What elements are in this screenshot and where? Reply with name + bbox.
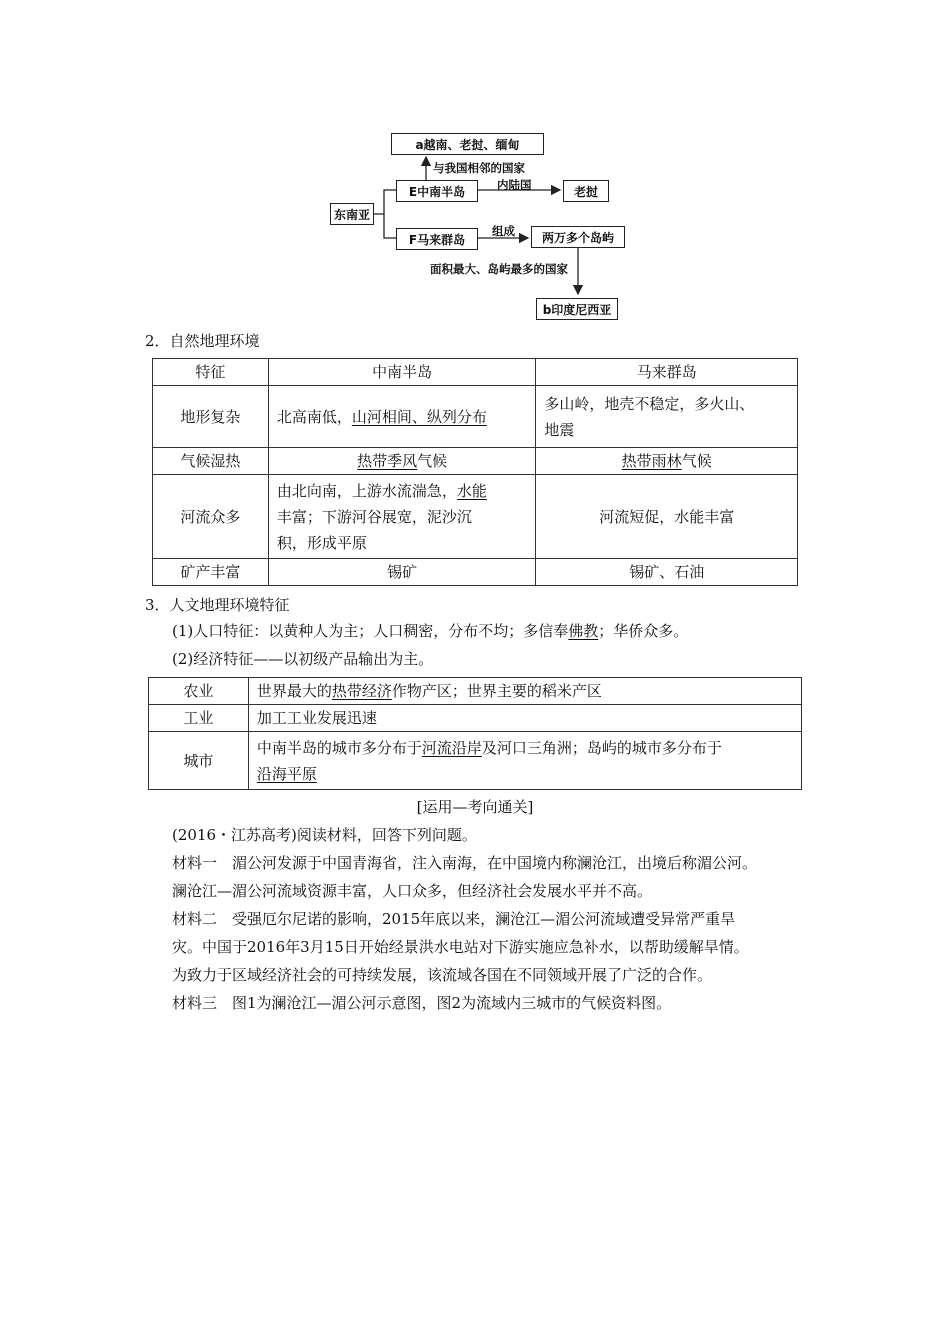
label-city: 城市 <box>149 732 249 790</box>
feature-terrain: 地形复杂 <box>153 386 269 448</box>
economy-features: (2)经济特征——以初级产品输出为主。 <box>172 650 434 668</box>
label-largest: 面积最大、岛屿最多的国家 <box>430 262 568 276</box>
malay-terrain <box>536 386 798 448</box>
underlined-answer: 热带雨林 <box>621 452 682 470</box>
natural-environment-table <box>152 358 798 586</box>
table-row <box>149 732 802 790</box>
practice-intro: (2016・江苏高考)阅读材料，回答下列问题。 <box>172 826 477 844</box>
text: 及河口三角洲；岛屿的城市多分布于 <box>481 738 722 757</box>
text: 中南半岛的城市多分布于 <box>256 738 422 757</box>
industry-text: 加工工业发展迅速 <box>248 705 801 732</box>
text: 北高南低， <box>276 407 352 426</box>
population-features <box>172 620 688 641</box>
underlined-answer: 河流沿岸 <box>421 738 482 757</box>
header-malay: 马来群岛 <box>536 359 798 386</box>
node-e-indochina: E中南半岛 <box>396 180 478 202</box>
label-inland: 内陆国 <box>497 178 532 192</box>
practice-title: [运用—考向通关] <box>416 798 534 816</box>
malay-climate <box>536 448 798 475</box>
text: 世界最大的 <box>256 682 332 700</box>
text: 气候 <box>681 452 712 470</box>
feature-minerals: 矿产丰富 <box>153 559 269 586</box>
material-2-line-3: 为致力于区域经济社会的可持续发展，该流域各国在不同领域开展了广泛的合作。 <box>172 966 713 984</box>
table-row <box>153 386 798 448</box>
indochina-terrain <box>268 386 536 448</box>
city-text <box>248 732 801 790</box>
table-row <box>153 475 798 559</box>
material-2-line-2: 灾。中国于2016年3月15日开始经景洪水电站对下游实施应急补水，以帮助缓解旱情。 <box>172 938 749 956</box>
agriculture-text <box>248 678 801 705</box>
material-2-line-1: 材料二 受强厄尔尼诺的影响，2015年底以来，澜沧江—湄公河流域遭受异常严重旱 <box>172 910 736 928</box>
indochina-rivers <box>268 475 536 559</box>
underlined-answer: 热带经济 <box>331 682 392 700</box>
header-feature: 特征 <box>153 359 269 386</box>
label-neighbors: 与我国相邻的国家 <box>433 161 525 175</box>
underlined-answer: 沿海平原 <box>256 764 317 783</box>
node-a-countries: a越南、老挝、缅甸 <box>391 133 544 155</box>
underlined-answer: 水能 <box>456 481 487 500</box>
label-industry: 工业 <box>149 705 249 732</box>
text: 积，形成平原 <box>276 533 367 552</box>
text: 多山岭，地壳不稳定，多火山、 <box>544 394 755 413</box>
text: (1)人口特征：以黄种人为主；人口稠密，分布不均；多信奉 <box>172 622 569 640</box>
economy-table <box>148 677 802 790</box>
node-islands: 两万多个岛屿 <box>531 226 625 248</box>
material-3: 材料三 图1为澜沧江—湄公河示意图，图2为流域内三城市的气候资料图。 <box>172 994 672 1012</box>
text: ；华侨众多。 <box>598 622 689 640</box>
node-southeast-asia: 东南亚 <box>330 203 374 225</box>
section3-heading: 3．人文地理环境特征 <box>145 596 290 614</box>
node-b-indonesia: b印度尼西亚 <box>536 298 618 320</box>
table-row <box>149 678 802 705</box>
text: 作物产区；世界主要的稻米产区 <box>391 682 602 700</box>
feature-rivers: 河流众多 <box>153 475 269 559</box>
indochina-minerals: 锡矿 <box>268 559 536 586</box>
table-header-row <box>153 359 798 386</box>
underlined-answer: 山河相间、纵列分布 <box>351 407 487 426</box>
node-laos: 老挝 <box>563 180 609 202</box>
malay-minerals: 锡矿、石油 <box>536 559 798 586</box>
table-row <box>149 705 802 732</box>
label-agriculture: 农业 <box>149 678 249 705</box>
label-compose: 组成 <box>492 224 515 238</box>
node-f-malay: F马来群岛 <box>396 228 478 250</box>
malay-rivers: 河流短促，水能丰富 <box>536 475 798 559</box>
text: 气候 <box>417 452 448 470</box>
text: 地震 <box>544 420 575 439</box>
section2-heading: 2．自然地理环境 <box>145 332 260 350</box>
indochina-climate <box>268 448 536 475</box>
text: 由北向南，上游水流湍急， <box>276 481 457 500</box>
underlined-answer: 热带季风 <box>357 452 418 470</box>
material-1-line-2: 澜沧江—湄公河流域资源丰富，人口众多，但经济社会发展水平并不高。 <box>172 882 653 900</box>
table-row <box>153 448 798 475</box>
table-row <box>153 559 798 586</box>
underlined-answer: 佛教 <box>568 622 599 640</box>
header-indochina: 中南半岛 <box>268 359 536 386</box>
text: 丰富；下游河谷展宽，泥沙沉 <box>276 507 472 526</box>
feature-climate: 气候湿热 <box>153 448 269 475</box>
material-1-line-1: 材料一 湄公河发源于中国青海省，注入南海，在中国境内称澜沧江，出境后称湄公河。 <box>172 854 758 872</box>
